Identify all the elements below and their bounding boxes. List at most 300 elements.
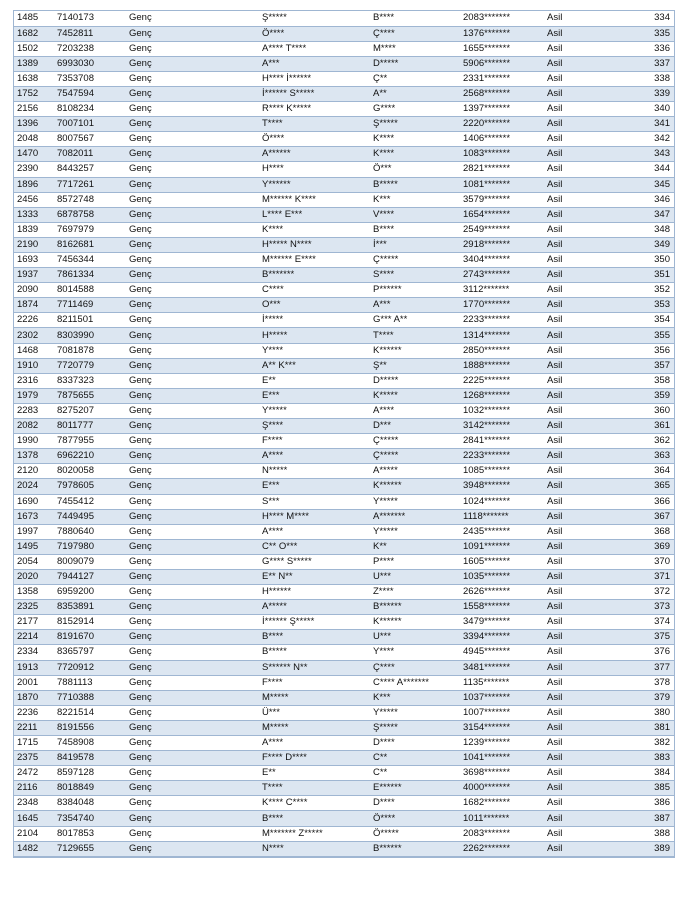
status-cell: Asil (544, 796, 647, 811)
phone-cell: 1397******* (460, 102, 544, 117)
first-name-cell: A****** (259, 147, 370, 162)
category-cell: Genç (126, 705, 259, 720)
phone-cell: 2262******* (460, 841, 544, 856)
first-name-cell: R**** K***** (259, 102, 370, 117)
status-cell: Asil (544, 283, 647, 298)
application-number-cell: 2456 (14, 192, 54, 207)
id-number-cell: 8597128 (54, 766, 126, 781)
results-table (14, 11, 674, 857)
category-cell: Genç (126, 86, 259, 101)
category-cell: Genç (126, 494, 259, 509)
first-name-cell: Y***** (259, 403, 370, 418)
application-number-cell: 2177 (14, 615, 54, 630)
table-row (14, 494, 674, 509)
rank-cell: 383 (647, 751, 674, 766)
table-row (14, 645, 674, 660)
id-number-cell: 8303990 (54, 328, 126, 343)
rank-cell: 343 (647, 147, 674, 162)
table-row (14, 766, 674, 781)
first-name-cell: N**** (259, 841, 370, 856)
category-cell: Genç (126, 660, 259, 675)
first-name-cell: Ö**** (259, 132, 370, 147)
application-number-cell: 1470 (14, 147, 54, 162)
surname-cell: A******* (370, 509, 460, 524)
application-number-cell: 2214 (14, 630, 54, 645)
rank-cell: 354 (647, 313, 674, 328)
phone-cell: 3698******* (460, 766, 544, 781)
application-number-cell: 2020 (14, 569, 54, 584)
category-cell: Genç (126, 826, 259, 841)
surname-cell: T**** (370, 328, 460, 343)
table-row (14, 720, 674, 735)
id-number-cell: 7455412 (54, 494, 126, 509)
id-number-cell: 7354740 (54, 811, 126, 826)
table-row (14, 283, 674, 298)
phone-cell: 1268******* (460, 388, 544, 403)
category-cell: Genç (126, 841, 259, 856)
table-row (14, 705, 674, 720)
phone-cell: 1118******* (460, 509, 544, 524)
first-name-cell: L**** E*** (259, 207, 370, 222)
status-cell: Asil (544, 162, 647, 177)
table-row (14, 86, 674, 101)
status-cell: Asil (544, 509, 647, 524)
first-name-cell: İ****** S***** (259, 86, 370, 101)
phone-cell: 1605******* (460, 554, 544, 569)
table-row (14, 237, 674, 252)
category-cell: Genç (126, 554, 259, 569)
surname-cell: V**** (370, 207, 460, 222)
surname-cell: Ç***** (370, 434, 460, 449)
first-name-cell: H**** M**** (259, 509, 370, 524)
phone-cell: 1682******* (460, 796, 544, 811)
application-number-cell: 1638 (14, 71, 54, 86)
id-number-cell: 8108234 (54, 102, 126, 117)
surname-cell: G**** (370, 102, 460, 117)
category-cell: Genç (126, 539, 259, 554)
rank-cell: 356 (647, 343, 674, 358)
surname-cell: U*** (370, 630, 460, 645)
first-name-cell: K**** C**** (259, 796, 370, 811)
id-number-cell: 7711469 (54, 298, 126, 313)
phone-cell: 2549******* (460, 222, 544, 237)
surname-cell: E****** (370, 781, 460, 796)
rank-cell: 349 (647, 237, 674, 252)
application-number-cell: 2226 (14, 313, 54, 328)
category-cell: Genç (126, 56, 259, 71)
rank-cell: 373 (647, 600, 674, 615)
rank-cell: 379 (647, 690, 674, 705)
application-number-cell: 1333 (14, 207, 54, 222)
application-number-cell: 1874 (14, 298, 54, 313)
application-number-cell: 1752 (14, 86, 54, 101)
phone-cell: 1081******* (460, 177, 544, 192)
first-name-cell: E** (259, 766, 370, 781)
status-cell: Asil (544, 645, 647, 660)
surname-cell: K**** (370, 132, 460, 147)
category-cell: Genç (126, 796, 259, 811)
category-cell: Genç (126, 449, 259, 464)
id-number-cell: 8211501 (54, 313, 126, 328)
first-name-cell: S****** N** (259, 660, 370, 675)
results-table-container (13, 10, 675, 858)
phone-cell: 1314******* (460, 328, 544, 343)
rank-cell: 371 (647, 569, 674, 584)
table-row (14, 569, 674, 584)
table-row (14, 434, 674, 449)
surname-cell: K****** (370, 615, 460, 630)
phone-cell: 3948******* (460, 479, 544, 494)
application-number-cell: 2325 (14, 600, 54, 615)
table-row (14, 690, 674, 705)
rank-cell: 377 (647, 660, 674, 675)
rank-cell: 355 (647, 328, 674, 343)
phone-cell: 2233******* (460, 313, 544, 328)
rank-cell: 363 (647, 449, 674, 464)
application-number-cell: 2316 (14, 373, 54, 388)
application-number-cell: 1673 (14, 509, 54, 524)
rank-cell: 376 (647, 645, 674, 660)
phone-cell: 1083******* (460, 147, 544, 162)
phone-cell: 1239******* (460, 736, 544, 751)
category-cell: Genç (126, 736, 259, 751)
id-number-cell: 8018849 (54, 781, 126, 796)
table-row (14, 298, 674, 313)
first-name-cell: E*** (259, 479, 370, 494)
status-cell: Asil (544, 26, 647, 41)
table-row (14, 675, 674, 690)
category-cell: Genç (126, 388, 259, 403)
phone-cell: 1135******* (460, 675, 544, 690)
rank-cell: 359 (647, 388, 674, 403)
category-cell: Genç (126, 132, 259, 147)
surname-cell: İ*** (370, 237, 460, 252)
phone-cell: 3394******* (460, 630, 544, 645)
application-number-cell: 1482 (14, 841, 54, 856)
status-cell: Asil (544, 479, 647, 494)
phone-cell: 2233******* (460, 449, 544, 464)
category-cell: Genç (126, 751, 259, 766)
status-cell: Asil (544, 268, 647, 283)
id-number-cell: 7877955 (54, 434, 126, 449)
phone-cell: 1558******* (460, 600, 544, 615)
status-cell: Asil (544, 222, 647, 237)
id-number-cell: 8152914 (54, 615, 126, 630)
table-row (14, 11, 674, 26)
surname-cell: Ö*** (370, 162, 460, 177)
table-row (14, 207, 674, 222)
rank-cell: 334 (647, 11, 674, 26)
table-row (14, 117, 674, 132)
id-number-cell: 7881113 (54, 675, 126, 690)
rank-cell: 348 (647, 222, 674, 237)
surname-cell: Y***** (370, 705, 460, 720)
first-name-cell: E*** (259, 388, 370, 403)
category-cell: Genç (126, 237, 259, 252)
surname-cell: K****** (370, 479, 460, 494)
table-row (14, 479, 674, 494)
id-number-cell: 8221514 (54, 705, 126, 720)
application-number-cell: 1913 (14, 660, 54, 675)
surname-cell: Z**** (370, 585, 460, 600)
first-name-cell: H**** (259, 162, 370, 177)
application-number-cell: 1896 (14, 177, 54, 192)
table-row (14, 192, 674, 207)
id-number-cell: 8017853 (54, 826, 126, 841)
table-row (14, 600, 674, 615)
table-row (14, 147, 674, 162)
category-cell: Genç (126, 343, 259, 358)
status-cell: Asil (544, 554, 647, 569)
phone-cell: 3481******* (460, 660, 544, 675)
id-number-cell: 7710388 (54, 690, 126, 705)
application-number-cell: 2054 (14, 554, 54, 569)
rank-cell: 367 (647, 509, 674, 524)
first-name-cell: C** O*** (259, 539, 370, 554)
table-row (14, 419, 674, 434)
id-number-cell: 7720779 (54, 358, 126, 373)
surname-cell: S**** (370, 268, 460, 283)
phone-cell: 2083******* (460, 11, 544, 26)
status-cell: Asil (544, 419, 647, 434)
table-row (14, 268, 674, 283)
rank-cell: 374 (647, 615, 674, 630)
rank-cell: 341 (647, 117, 674, 132)
phone-cell: 2568******* (460, 86, 544, 101)
application-number-cell: 2283 (14, 403, 54, 418)
rank-cell: 378 (647, 675, 674, 690)
id-number-cell: 8191670 (54, 630, 126, 645)
first-name-cell: H***** N**** (259, 237, 370, 252)
surname-cell: Y***** (370, 524, 460, 539)
application-number-cell: 1979 (14, 388, 54, 403)
rank-cell: 382 (647, 736, 674, 751)
first-name-cell: H****** (259, 585, 370, 600)
application-number-cell: 1468 (14, 343, 54, 358)
table-row (14, 102, 674, 117)
first-name-cell: E** N** (259, 569, 370, 584)
rank-cell: 357 (647, 358, 674, 373)
application-number-cell: 1910 (14, 358, 54, 373)
rank-cell: 337 (647, 56, 674, 71)
status-cell: Asil (544, 388, 647, 403)
rank-cell: 364 (647, 464, 674, 479)
category-cell: Genç (126, 222, 259, 237)
phone-cell: 1376******* (460, 26, 544, 41)
phone-cell: 3404******* (460, 253, 544, 268)
phone-cell: 1007******* (460, 705, 544, 720)
first-name-cell: M******* Z***** (259, 826, 370, 841)
table-row (14, 177, 674, 192)
table-row (14, 253, 674, 268)
rank-cell: 338 (647, 71, 674, 86)
application-number-cell: 1502 (14, 41, 54, 56)
surname-cell: Ç**** (370, 26, 460, 41)
category-cell: Genç (126, 781, 259, 796)
application-number-cell: 2024 (14, 479, 54, 494)
category-cell: Genç (126, 569, 259, 584)
id-number-cell: 7944127 (54, 569, 126, 584)
rank-cell: 385 (647, 781, 674, 796)
phone-cell: 1037******* (460, 690, 544, 705)
status-cell: Asil (544, 86, 647, 101)
surname-cell: C**** A******* (370, 675, 460, 690)
status-cell: Asil (544, 71, 647, 86)
category-cell: Genç (126, 283, 259, 298)
id-number-cell: 6993030 (54, 56, 126, 71)
table-row (14, 464, 674, 479)
table-row (14, 811, 674, 826)
phone-cell: 2918******* (460, 237, 544, 252)
phone-cell: 4945******* (460, 645, 544, 660)
table-row (14, 162, 674, 177)
phone-cell: 1655******* (460, 41, 544, 56)
first-name-cell: H**** İ****** (259, 71, 370, 86)
first-name-cell: B******* (259, 268, 370, 283)
rank-cell: 352 (647, 283, 674, 298)
phone-cell: 1770******* (460, 298, 544, 313)
rank-cell: 345 (647, 177, 674, 192)
rank-cell: 358 (647, 373, 674, 388)
first-name-cell: T**** (259, 781, 370, 796)
status-cell: Asil (544, 826, 647, 841)
first-name-cell: A**** (259, 736, 370, 751)
surname-cell: U*** (370, 569, 460, 584)
id-number-cell: 7861334 (54, 268, 126, 283)
rank-cell: 368 (647, 524, 674, 539)
rank-cell: 381 (647, 720, 674, 735)
id-number-cell: 8191556 (54, 720, 126, 735)
surname-cell: D**** (370, 736, 460, 751)
table-row (14, 26, 674, 41)
status-cell: Asil (544, 600, 647, 615)
surname-cell: Ö***** (370, 826, 460, 841)
phone-cell: 2331******* (460, 71, 544, 86)
surname-cell: Ş***** (370, 720, 460, 735)
first-name-cell: B***** (259, 645, 370, 660)
phone-cell: 1035******* (460, 569, 544, 584)
phone-cell: 1024******* (460, 494, 544, 509)
table-row (14, 751, 674, 766)
first-name-cell: M***** (259, 690, 370, 705)
id-number-cell: 7547594 (54, 86, 126, 101)
rank-cell: 375 (647, 630, 674, 645)
table-row (14, 132, 674, 147)
table-row (14, 373, 674, 388)
id-number-cell: 7978605 (54, 479, 126, 494)
table-row (14, 524, 674, 539)
id-number-cell: 7880640 (54, 524, 126, 539)
first-name-cell: F**** (259, 675, 370, 690)
status-cell: Asil (544, 705, 647, 720)
phone-cell: 2083******* (460, 826, 544, 841)
application-number-cell: 2120 (14, 464, 54, 479)
category-cell: Genç (126, 373, 259, 388)
status-cell: Asil (544, 720, 647, 735)
phone-cell: 1041******* (460, 751, 544, 766)
status-cell: Asil (544, 177, 647, 192)
surname-cell: K****** (370, 343, 460, 358)
surname-cell: C** (370, 751, 460, 766)
status-cell: Asil (544, 615, 647, 630)
surname-cell: K*** (370, 690, 460, 705)
id-number-cell: 8384048 (54, 796, 126, 811)
status-cell: Asil (544, 494, 647, 509)
surname-cell: B**** (370, 222, 460, 237)
first-name-cell: İ****** Ş***** (259, 615, 370, 630)
id-number-cell: 6959200 (54, 585, 126, 600)
status-cell: Asil (544, 207, 647, 222)
category-cell: Genç (126, 690, 259, 705)
status-cell: Asil (544, 675, 647, 690)
first-name-cell: N***** (259, 464, 370, 479)
id-number-cell: 7140173 (54, 11, 126, 26)
table-row (14, 554, 674, 569)
first-name-cell: C**** (259, 283, 370, 298)
category-cell: Genç (126, 41, 259, 56)
surname-cell: A***** (370, 464, 460, 479)
rank-cell: 347 (647, 207, 674, 222)
surname-cell: K*** (370, 192, 460, 207)
id-number-cell: 8014588 (54, 283, 126, 298)
id-number-cell: 8365797 (54, 645, 126, 660)
phone-cell: 2743******* (460, 268, 544, 283)
application-number-cell: 2090 (14, 283, 54, 298)
surname-cell: Ç***** (370, 449, 460, 464)
status-cell: Asil (544, 690, 647, 705)
first-name-cell: İ***** (259, 313, 370, 328)
category-cell: Genç (126, 630, 259, 645)
phone-cell: 2220******* (460, 117, 544, 132)
id-number-cell: 7082011 (54, 147, 126, 162)
id-number-cell: 6962210 (54, 449, 126, 464)
surname-cell: D**** (370, 796, 460, 811)
table-row (14, 403, 674, 418)
rank-cell: 342 (647, 132, 674, 147)
surname-cell: Ç***** (370, 253, 460, 268)
surname-cell: A** (370, 86, 460, 101)
category-cell: Genç (126, 253, 259, 268)
id-number-cell: 8337323 (54, 373, 126, 388)
phone-cell: 1888******* (460, 358, 544, 373)
phone-cell: 3154******* (460, 720, 544, 735)
table-row (14, 449, 674, 464)
table-row (14, 509, 674, 524)
first-name-cell: T**** (259, 117, 370, 132)
status-cell: Asil (544, 464, 647, 479)
rank-cell: 388 (647, 826, 674, 841)
status-cell: Asil (544, 751, 647, 766)
first-name-cell: E** (259, 373, 370, 388)
category-cell: Genç (126, 615, 259, 630)
first-name-cell: Ü*** (259, 705, 370, 720)
id-number-cell: 7449495 (54, 509, 126, 524)
status-cell: Asil (544, 313, 647, 328)
status-cell: Asil (544, 147, 647, 162)
application-number-cell: 1937 (14, 268, 54, 283)
table-row (14, 41, 674, 56)
category-cell: Genç (126, 403, 259, 418)
first-name-cell: F**** D**** (259, 751, 370, 766)
category-cell: Genç (126, 464, 259, 479)
category-cell: Genç (126, 147, 259, 162)
id-number-cell: 8009079 (54, 554, 126, 569)
rank-cell: 366 (647, 494, 674, 509)
first-name-cell: A*** (259, 56, 370, 71)
id-number-cell: 6878758 (54, 207, 126, 222)
rank-cell: 361 (647, 419, 674, 434)
phone-cell: 5906******* (460, 56, 544, 71)
